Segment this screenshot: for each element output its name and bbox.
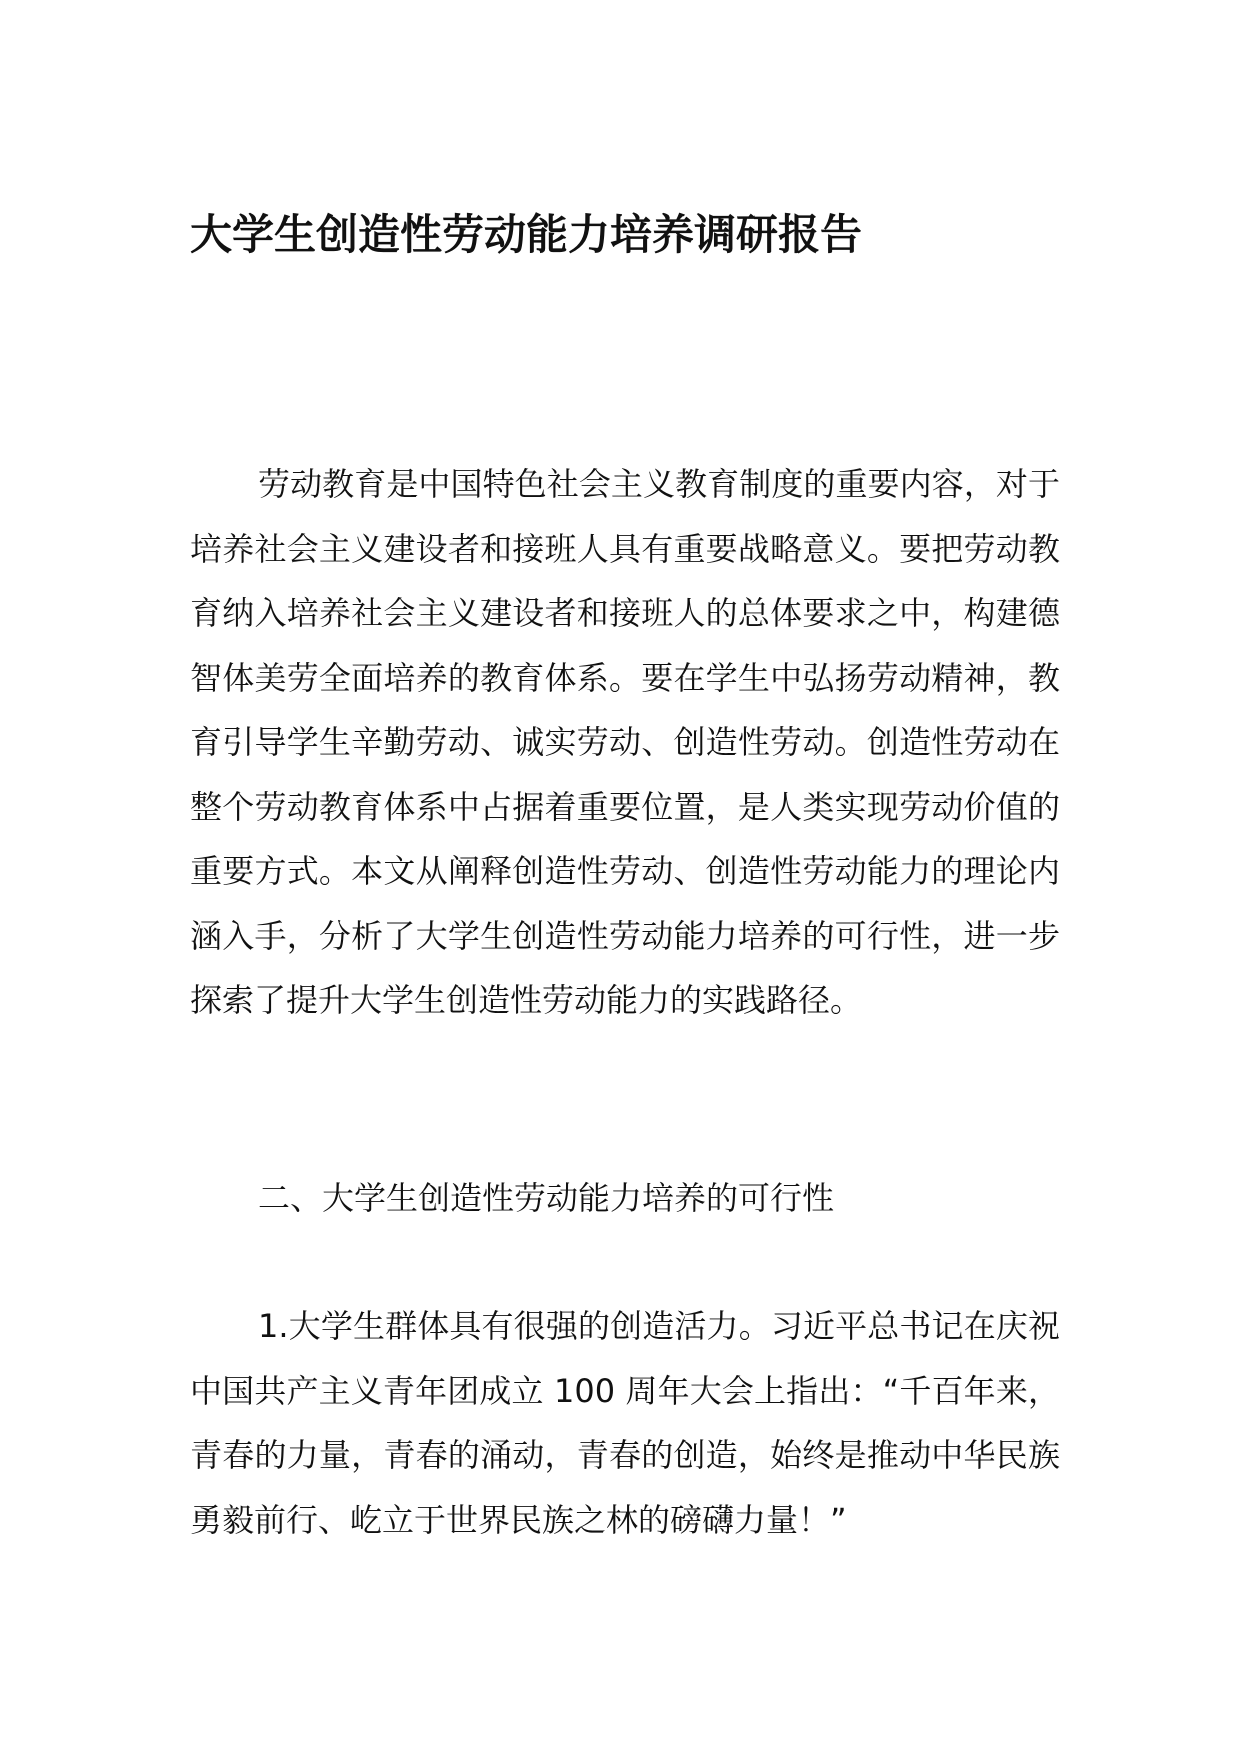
document-title: 大学生创造性劳动能力培养调研报告: [190, 210, 863, 259]
section-paragraph: 1.大学生群体具有很强的创造活力。习近平总书记在庆祝中国共产主义青年团成立 100 周年大会上指出：“千百年来，青春的力量，青春的涌动，青春的创造，始终是推动中华民族勇毅前行、屹立于世界民族之林的磅礴力量！”: [190, 1307, 1060, 1539]
section-heading: 二、大学生创造性劳动能力培养的可行性: [258, 1179, 835, 1217]
intro-paragraph: 劳动教育是中国特色社会主义教育制度的重要内容，对于培养社会主义建设者和接班人具有重要战略意义。要把劳动教育纳入培养社会主义建设者和接班人的总体要求之中，构建德智体美劳全面培养的教育体系。要在学生中弘扬劳动精神，教育引导学生辛勤劳动、诚实劳动、创造性劳动。创造性劳动在整个劳动教育体系中占据着重要位置，是人类实现劳动价值的重要方式。本文从阐释创造性劳动、创造性劳动能力的理论内涵入手，分析了大学生创造性劳动能力培养的可行性，进一步探索了提升大学生创造性劳动能力的实践路径。: [190, 465, 1060, 1019]
